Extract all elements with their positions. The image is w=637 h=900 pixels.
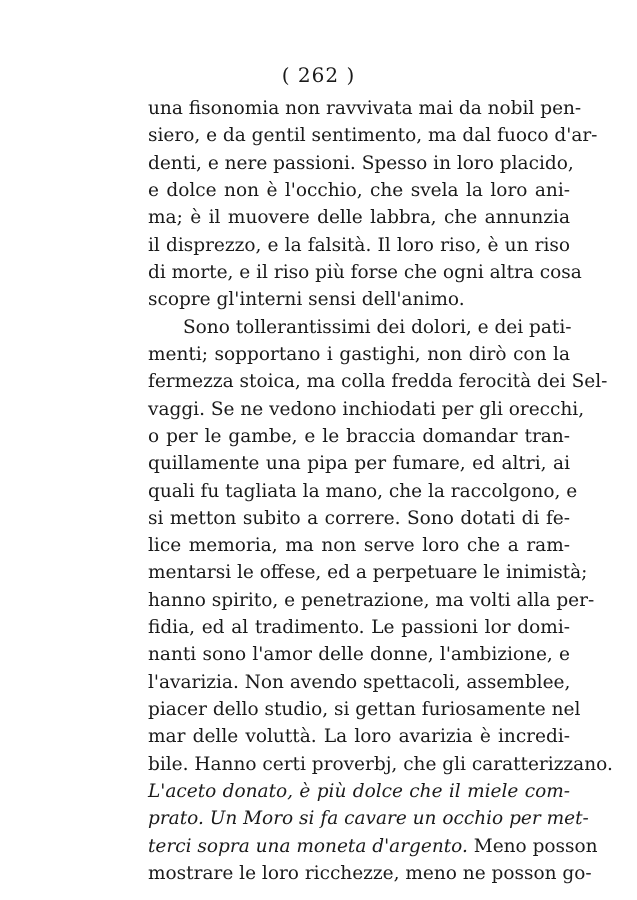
proverb-text: prato. Un Moro si fa cavare un occhio per met-	[148, 808, 589, 829]
line-text: mar delle voluttà. La loro avarizia è incredi-	[148, 726, 570, 747]
text-line	[148, 370, 608, 394]
line-text: menti; sopportano i gastighi, non dirò con la	[148, 344, 570, 365]
text-line	[148, 862, 592, 886]
proverb-text: terci sopra una moneta d'argento.	[148, 836, 468, 857]
line-text: siero, e da gentil sentimento, ma dal fuoco d'ar-	[148, 125, 598, 146]
line-text: vaggi. Se ne vedono inchiodati per gli orecchi,	[148, 399, 585, 420]
text-line	[148, 261, 582, 285]
line-text: piacer dello studio, si gettan furiosamente nel	[148, 699, 581, 720]
text-line	[148, 643, 570, 667]
text-line	[148, 480, 578, 504]
line-text: il disprezzo, e la falsità. Il loro riso, è un riso	[148, 235, 570, 256]
page-number: ( 262 )	[281, 63, 356, 87]
text-line	[148, 507, 570, 531]
line-text: fidia, ed al tradimento. Le passioni lor domi-	[148, 617, 570, 638]
line-text: mostrare le loro ricchezze, meno ne posson go-	[148, 863, 592, 884]
line-text: ma; è il muovere delle labbra, che annunzia	[148, 207, 570, 228]
line-text: e dolce non è l'occhio, che svela la loro ani-	[148, 180, 570, 201]
line-text: di morte, e il riso più forse che ogni altra cosa	[148, 262, 582, 283]
text-line	[148, 753, 613, 777]
line-text: scopre gl'interni sensi dell'animo.	[148, 289, 465, 310]
text-line	[148, 206, 570, 230]
text-line	[148, 561, 588, 585]
line-text: hanno spirito, e penetrazione, ma volti alla per-	[148, 590, 595, 611]
text-line	[148, 725, 570, 749]
line-text: quillamente una pipa per fumare, ed altri, ai	[148, 453, 570, 474]
line-text: si metton subito a correre. Sono dotati di fe-	[148, 508, 570, 529]
proverb-text: L'aceto donato, è più dolce che il miele com-	[148, 781, 570, 802]
text-line	[148, 698, 581, 722]
text-line	[148, 288, 465, 312]
line-text: Sono tollerantissimi dei dolori, e dei pati-	[183, 317, 572, 338]
line-continuation: Meno posson	[467, 836, 598, 857]
line-text: o per le gambe, e le braccia domandar tran-	[148, 426, 570, 447]
proverb-line	[148, 807, 589, 831]
line-text: l'avarizia. Non avendo spettacoli, assemblee,	[148, 672, 571, 693]
text-line	[148, 234, 570, 258]
text-line	[148, 152, 574, 176]
line-text: nanti sono l'amor delle donne, l'ambizione, e	[148, 644, 570, 665]
text-line	[148, 589, 595, 613]
line-text: denti, e nere passioni. Spesso in loro placido,	[148, 153, 574, 174]
line-text: una fisonomia non ravvivata mai da nobil pen-	[148, 98, 582, 119]
text-line	[148, 452, 570, 476]
text-line	[148, 616, 570, 640]
text-line	[148, 179, 570, 203]
text-line	[148, 398, 585, 422]
text-line	[148, 534, 570, 558]
text-line	[148, 343, 570, 367]
line-text: fermezza stoica, ma colla fredda ferocità dei Sel-	[148, 371, 608, 392]
proverb-line	[148, 835, 598, 859]
line-text: mentarsi le offese, ed a perpetuare le inimistà;	[148, 562, 588, 583]
text-line	[148, 671, 570, 695]
text-line	[148, 97, 582, 121]
line-text: bile. Hanno certi proverbj, che gli caratterizzano.	[148, 754, 613, 775]
text-line	[148, 425, 570, 449]
paragraph-first-line	[183, 316, 570, 340]
text-line	[148, 124, 598, 148]
line-text: quali fu tagliata la mano, che la raccolgono, e	[148, 481, 578, 502]
line-text: lice memoria, ma non serve loro che a ram-	[148, 535, 570, 556]
proverb-line	[148, 780, 570, 804]
